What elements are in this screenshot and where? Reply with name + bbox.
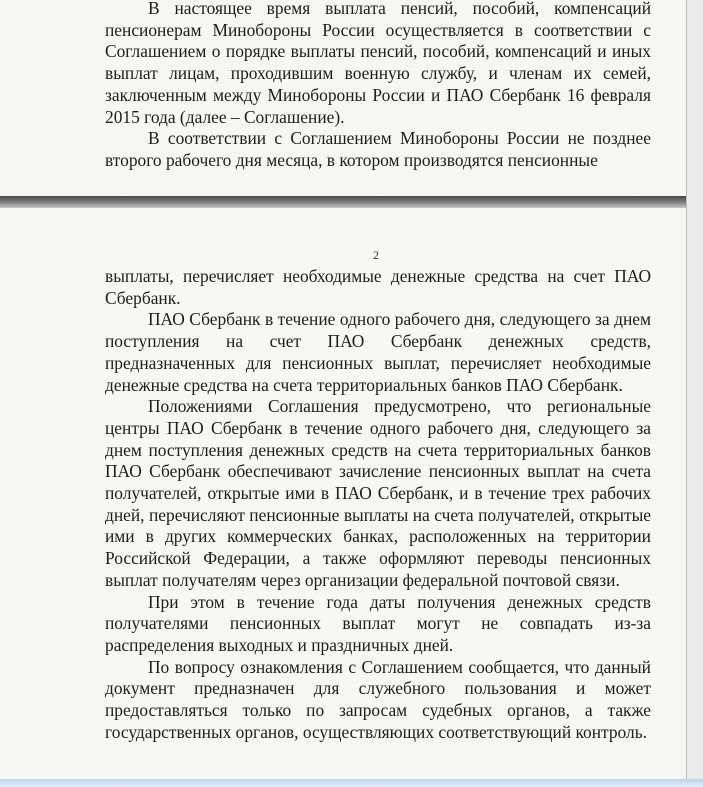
viewer-side-margin (686, 0, 703, 787)
page-number: 2 (373, 248, 379, 262)
paragraph: ПАО Сбербанк в течение одного рабочего дня, следующего за днем поступления на счет ПАО Сбербанк денежных средств, предназначенных для пенсионных выплат, перечисляет необходимые денежные средства на счета территориальных банков ПАО Сбербанк. (105, 309, 651, 395)
paragraph: выплаты, перечисляет необходимые денежные средства на счет ПАО Сбербанк. (105, 266, 651, 308)
paragraph: В соответствии с Соглашением Минобороны России не позднее второго рабочего дня месяца, в котором производятся пенсионные (105, 128, 651, 170)
page-divider (0, 196, 686, 208)
document-page-1 (0, 0, 686, 196)
paragraph: При этом в течение года даты получения денежных средств получателями пенсионных выплат могут не совпадать из-за распределения выходных и праздничных дней. (105, 591, 651, 655)
document-page-2 (0, 208, 686, 779)
page-1-text (105, 0, 651, 172)
paragraph: Положениями Соглашения предусмотрено, что региональные центры ПАО Сбербанк в течение одного рабочего дня, следующего за днем поступления денежных средств на счета территориальных банков ПАО Сбербанк обеспечивают зачисление пенсионных выплат на счета получателей, открытые ими в ПАО Сбербанк, и в течение трех рабочих дней, перечисляют пенсионные выплаты на счета получателей, открытые ими в других коммерческих банках, расположенных на территории Российской Федерации, а также оформляют переводы пенсионных выплат получателям через организации федеральной почтовой связи. (105, 396, 651, 590)
viewer-bottom-bar (0, 779, 703, 787)
paragraph: По вопросу ознакомления с Соглашением сообщается, что данный документ предназначен для служебного пользования и может предоставляться только по запросам судебных органов, а также государственных органов, осуществляющих соответствующий контроль. (105, 656, 651, 742)
page-2-text (105, 266, 651, 743)
paragraph: В настоящее время выплата пенсий, пособий, компенсаций пенсионерам Минобороны России осуществляется в соответствии с Соглашением о порядке выплаты пенсий, пособий, компенсаций и иных выплат лицам, проходившим военную службу, и членам их семей, заключенным между Минобороны России и ПАО Сбербанк 16 февраля 2015 года (далее – Соглашение). (105, 0, 651, 127)
